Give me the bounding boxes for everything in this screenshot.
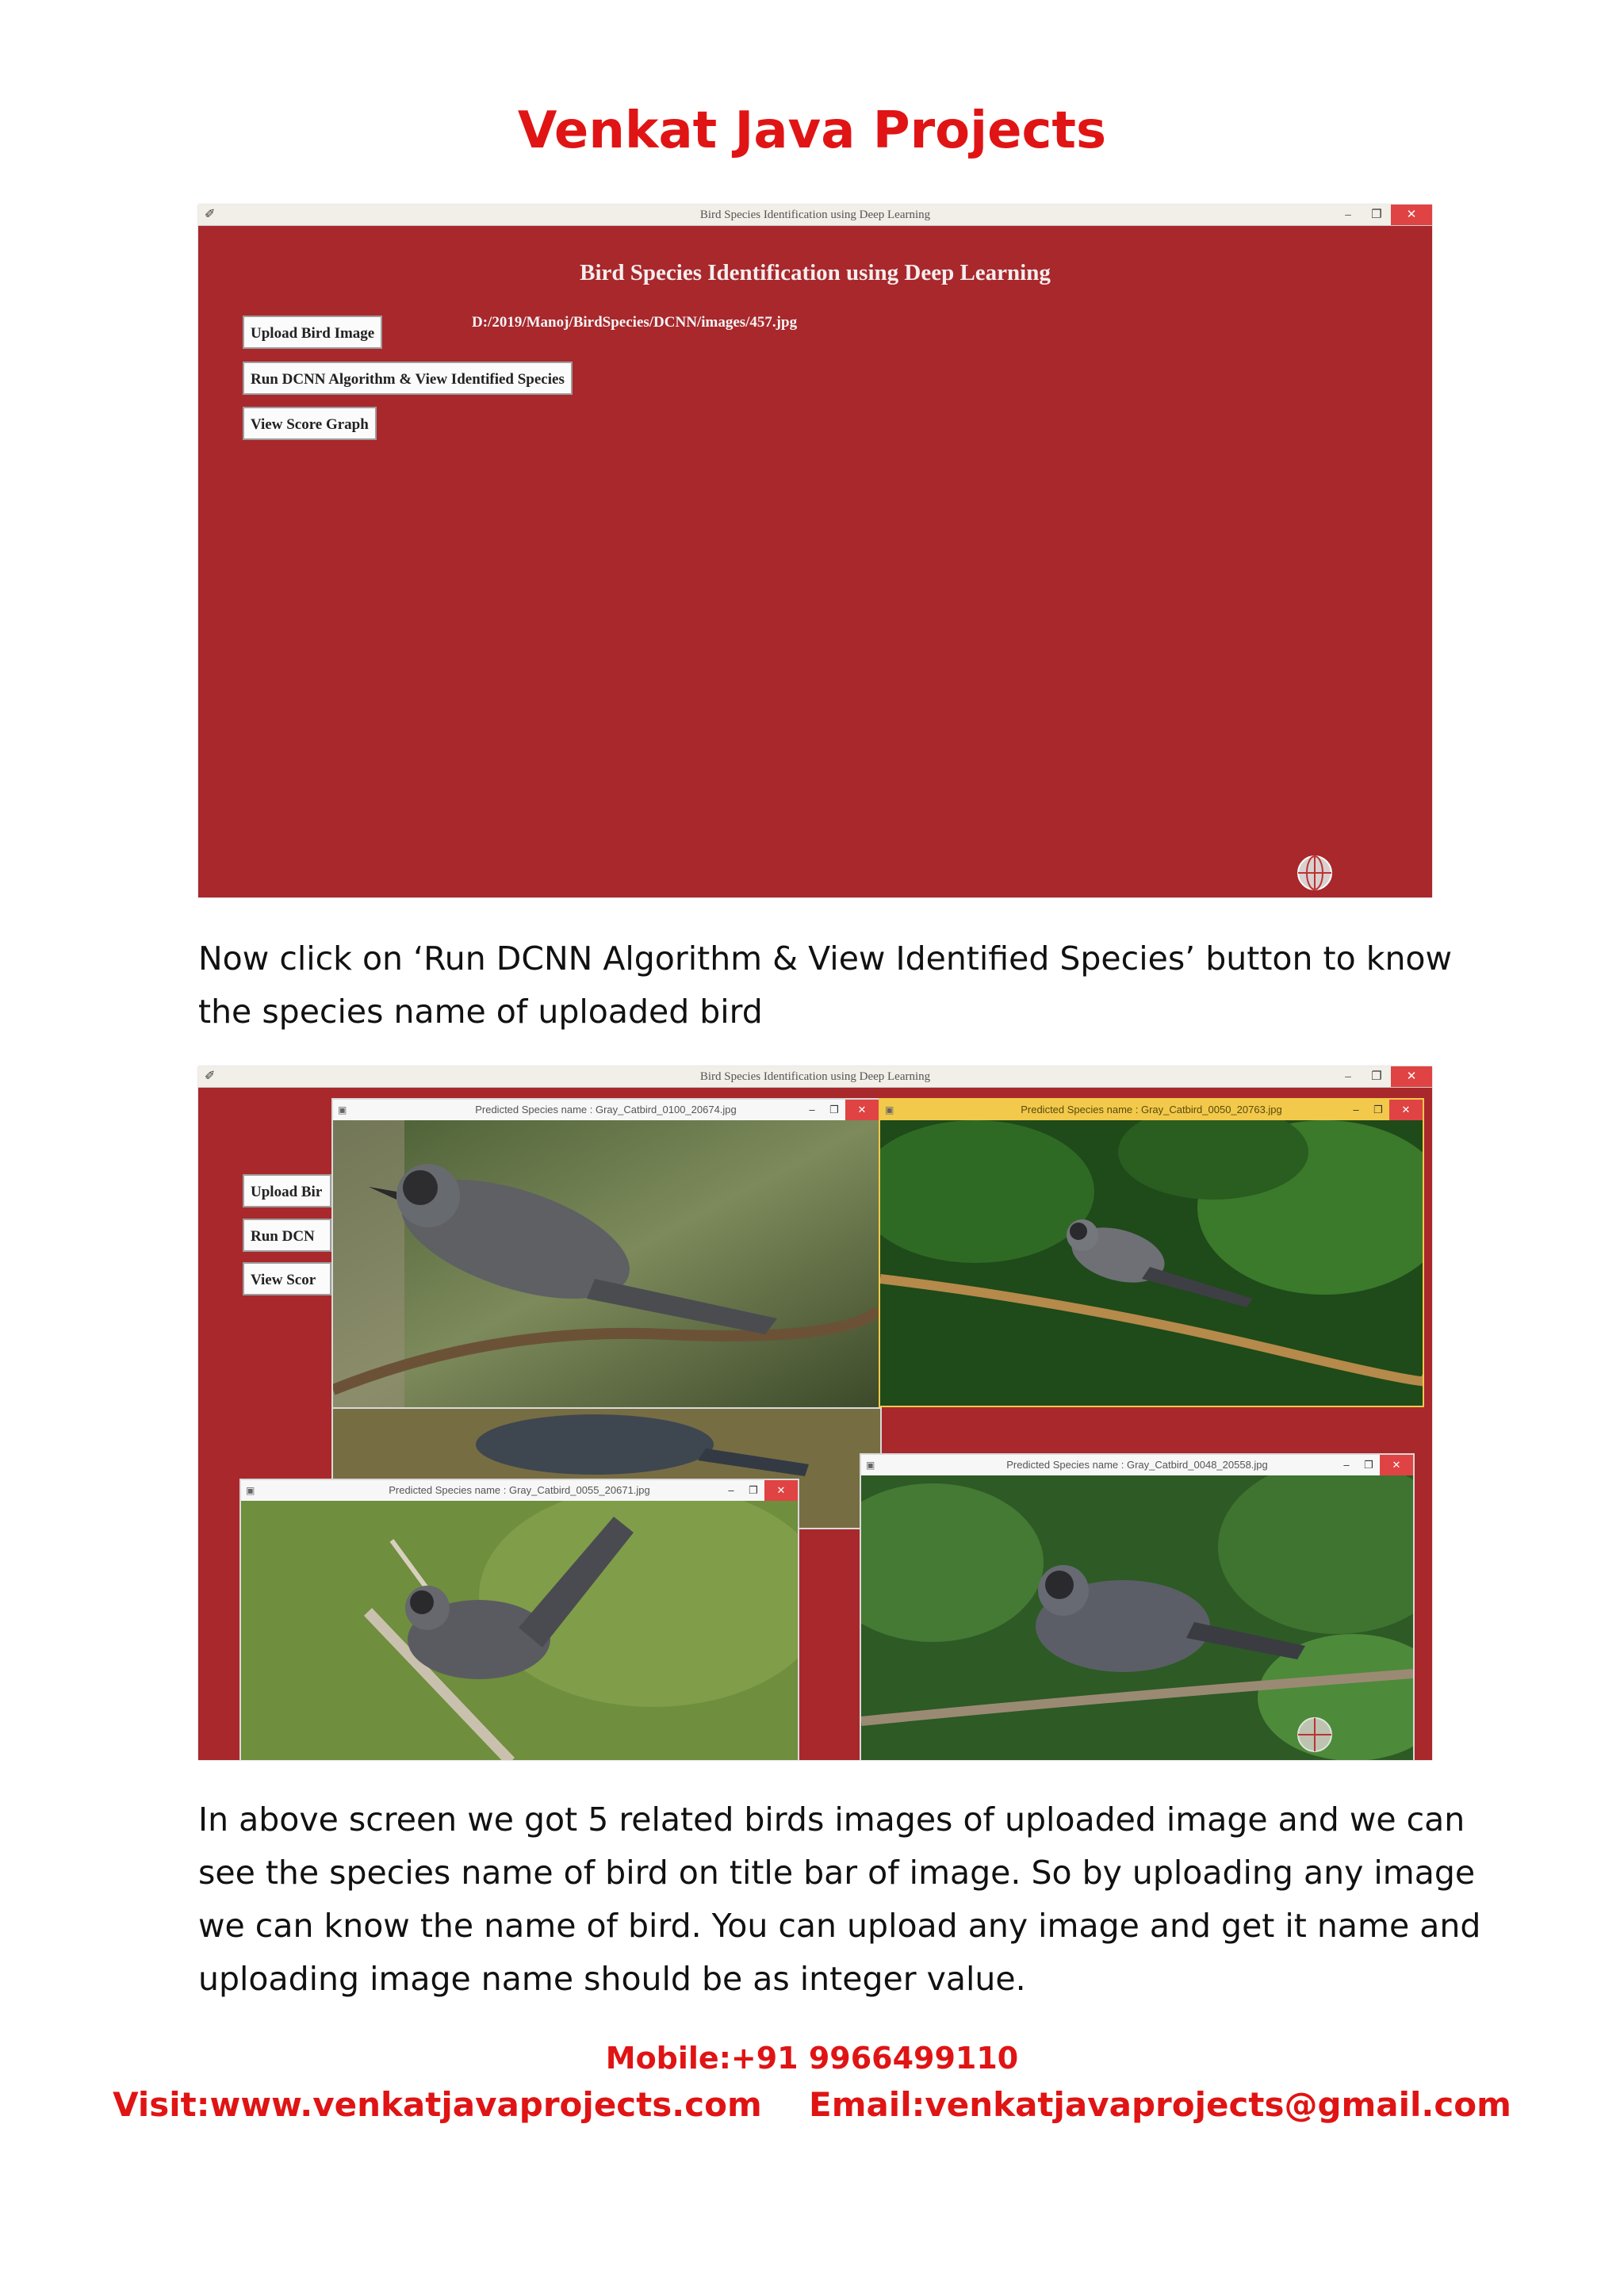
predicted-species-title: Predicted Species name : Gray_Catbird_0100_20674.jpg bbox=[475, 1104, 737, 1115]
globe-icon bbox=[1297, 1716, 1333, 1753]
minimize-icon[interactable]: – bbox=[1345, 209, 1351, 221]
window-icon: ▣ bbox=[338, 1104, 347, 1115]
predicted-species-title: Predicted Species name : Gray_Catbird_0055_20671.jpg bbox=[389, 1484, 650, 1496]
window-controls bbox=[720, 1480, 798, 1501]
bird-photo bbox=[333, 1120, 879, 1407]
paragraph-line: In above screen we got 5 related birds images of uploaded image and we can bbox=[198, 1800, 1465, 1839]
minimize-icon[interactable]: – bbox=[1353, 1104, 1359, 1115]
window-titlebar bbox=[198, 1066, 1432, 1088]
email-link[interactable]: Email:venkatjavaprojects@gmail.com bbox=[809, 2085, 1511, 2124]
close-icon[interactable]: ✕ bbox=[845, 1100, 879, 1120]
prediction-window[interactable] bbox=[879, 1098, 1424, 1407]
screenshot-main-window bbox=[198, 205, 1432, 897]
maximize-icon[interactable]: ❐ bbox=[1371, 1070, 1382, 1083]
prediction-window-titlebar bbox=[333, 1100, 879, 1120]
maximize-icon[interactable]: ❐ bbox=[1371, 209, 1382, 221]
run-dcnn-button[interactable]: Run DCNN Algorithm & View Identified Species bbox=[243, 362, 573, 395]
minimize-icon[interactable]: – bbox=[809, 1104, 815, 1115]
window-controls bbox=[1334, 1066, 1432, 1087]
window-icon: ▣ bbox=[885, 1104, 894, 1115]
close-icon[interactable]: ✕ bbox=[1391, 205, 1432, 225]
run-dcnn-button[interactable]: Run DCN bbox=[243, 1219, 331, 1252]
window-titlebar bbox=[198, 205, 1432, 226]
paragraph-line: Now click on ‘Run DCNN Algorithm & View Identified Species’ button to know bbox=[198, 939, 1453, 978]
page-header-title: Venkat Java Projects bbox=[517, 101, 1107, 160]
prediction-window[interactable] bbox=[331, 1098, 880, 1409]
window-icon: ▣ bbox=[866, 1460, 875, 1471]
predicted-species-title: Predicted Species name : Gray_Catbird_0048_20558.jpg bbox=[1006, 1459, 1268, 1471]
bird-photo bbox=[880, 1120, 1423, 1406]
upload-bird-image-button[interactable]: Upload Bir bbox=[243, 1174, 331, 1207]
window-controls bbox=[801, 1100, 879, 1120]
feather-icon: ✐ bbox=[205, 208, 216, 221]
window-title: Bird Species Identification using Deep Learning bbox=[699, 1070, 931, 1083]
paragraph-line: we can know the name of bird. You can upload any image and get it name and bbox=[198, 1907, 1481, 1945]
maximize-icon[interactable]: ❐ bbox=[829, 1104, 839, 1115]
file-path-label: D:/2019/Manoj/BirdSpecies/DCNN/images/457.jpg bbox=[472, 314, 798, 331]
window-title: Bird Species Identification using Deep Learning bbox=[699, 209, 931, 221]
footer-mobile bbox=[0, 2041, 1624, 2076]
prediction-window[interactable] bbox=[860, 1453, 1415, 1760]
minimize-icon[interactable]: – bbox=[728, 1484, 734, 1496]
paragraph-line: see the species name of bird on title bar of image. So by uploading any image bbox=[198, 1854, 1476, 1892]
globe-icon bbox=[1297, 855, 1333, 891]
app-title: Bird Species Identification using Deep Learning bbox=[580, 260, 1051, 285]
prediction-window[interactable] bbox=[239, 1479, 799, 1760]
paragraph-line: the species name of uploaded bird bbox=[198, 993, 763, 1031]
paragraph-line: uploading image name should be as integer value. bbox=[198, 1960, 1026, 1998]
maximize-icon[interactable]: ❐ bbox=[749, 1484, 758, 1496]
window-icon: ▣ bbox=[246, 1485, 255, 1496]
minimize-icon[interactable]: – bbox=[1343, 1459, 1350, 1471]
explanation-paragraph-2 bbox=[198, 1793, 1481, 2006]
screenshot-results-window bbox=[198, 1066, 1432, 1760]
minimize-icon[interactable]: – bbox=[1345, 1070, 1351, 1083]
window-controls bbox=[1335, 1455, 1413, 1475]
view-score-graph-button[interactable]: View Score Graph bbox=[243, 407, 377, 440]
mobile-number: Mobile:+91 9966499110 bbox=[605, 2041, 1019, 2076]
prediction-window-titlebar bbox=[861, 1455, 1413, 1475]
maximize-icon[interactable]: ❐ bbox=[1364, 1459, 1373, 1471]
predicted-species-title: Predicted Species name : Gray_Catbird_0050_20763.jpg bbox=[1021, 1104, 1282, 1115]
view-score-graph-button[interactable]: View Scor bbox=[243, 1262, 331, 1295]
feather-icon: ✐ bbox=[205, 1070, 216, 1083]
window-controls bbox=[1334, 205, 1432, 225]
website-link[interactable]: Visit:www.venkatjavaprojects.com bbox=[113, 2085, 762, 2124]
close-icon[interactable]: ✕ bbox=[1389, 1100, 1423, 1120]
close-icon[interactable]: ✕ bbox=[764, 1480, 798, 1501]
instruction-paragraph-1 bbox=[198, 932, 1451, 1039]
footer-links bbox=[0, 2085, 1624, 2124]
prediction-window-titlebar bbox=[241, 1480, 798, 1501]
maximize-icon[interactable]: ❐ bbox=[1373, 1104, 1383, 1115]
window-controls bbox=[1345, 1100, 1423, 1120]
close-icon[interactable]: ✕ bbox=[1391, 1066, 1432, 1087]
bird-photo bbox=[241, 1501, 798, 1760]
close-icon[interactable]: ✕ bbox=[1380, 1455, 1413, 1475]
upload-bird-image-button[interactable]: Upload Bird Image bbox=[243, 316, 382, 349]
prediction-window-titlebar bbox=[880, 1100, 1423, 1120]
